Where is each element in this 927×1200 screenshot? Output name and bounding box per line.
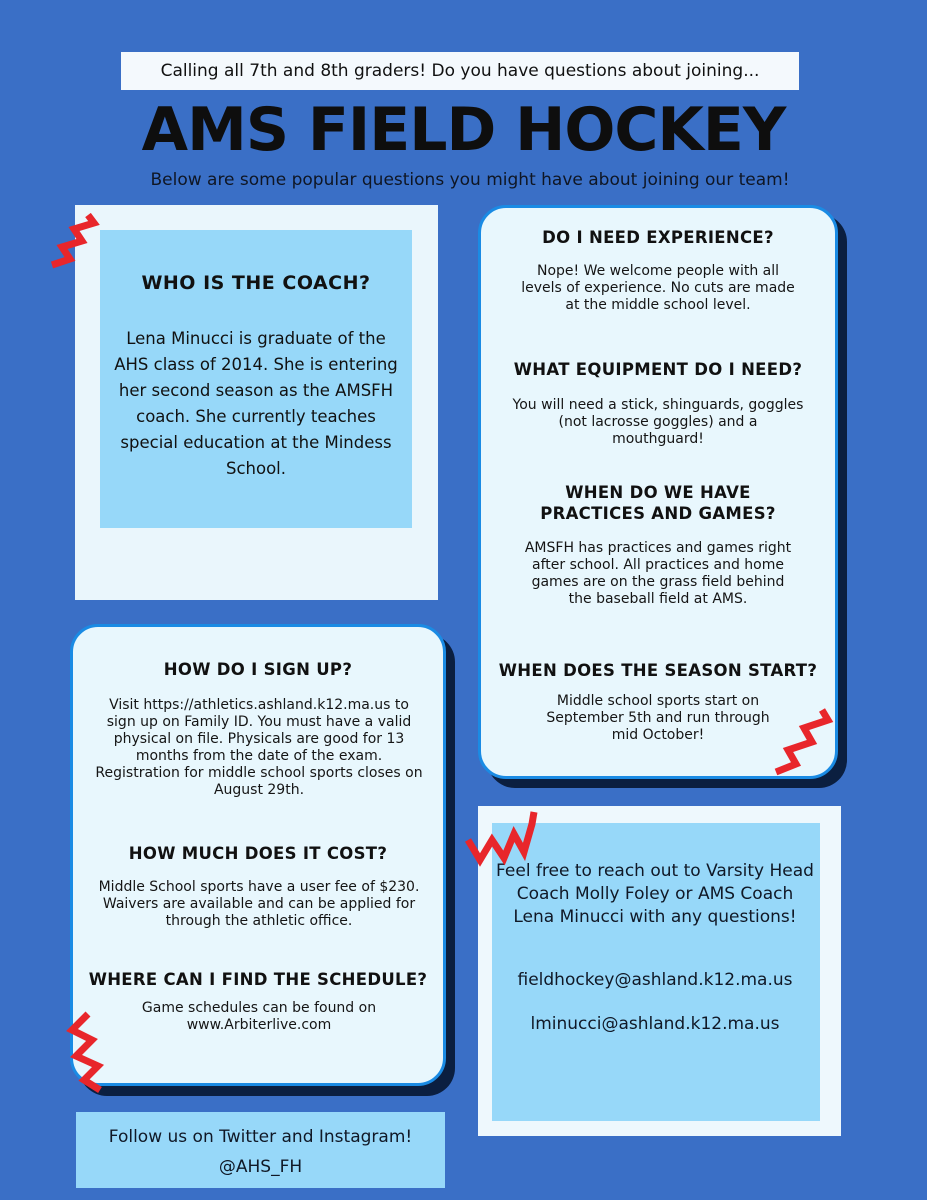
practices-question: WHEN DO WE HAVE PRACTICES AND GAMES? xyxy=(540,483,776,523)
banner-text: Calling all 7th and 8th graders! Do you have questions about joining... xyxy=(160,61,760,81)
cost-question: HOW MUCH DOES IT COST? xyxy=(128,844,388,863)
social-handle[interactable]: @AHS_FH xyxy=(218,1157,303,1177)
left-question-card xyxy=(70,624,446,1086)
schedule-question: WHERE CAN I FIND THE SCHEDULE? xyxy=(88,970,428,989)
cost-answer: Middle School sports have a user fee of $230. Waivers are available and can be applied for through the athletic office. xyxy=(98,879,420,929)
email-lminucci[interactable]: lminucci@ashland.k12.ma.us xyxy=(530,1014,780,1034)
zigzag-icon xyxy=(772,706,844,780)
season-answer: Middle school sports start on September 5th and run through mid October! xyxy=(546,693,770,743)
page-title: AMS FIELD HOCKEY xyxy=(141,95,786,165)
experience-question: DO I NEED EXPERIENCE? xyxy=(542,228,774,247)
season-question: WHEN DOES THE SEASON START? xyxy=(498,661,818,680)
zigzag-icon xyxy=(462,806,538,870)
coach-question: WHO IS THE COACH? xyxy=(141,272,371,294)
follow-box xyxy=(76,1112,445,1188)
banner xyxy=(121,52,799,90)
equipment-question: WHAT EQUIPMENT DO I NEED? xyxy=(513,360,803,379)
coach-answer: Lena Minucci is graduate of the AHS class of 2014. She is entering her second season as the AMSFH coach. She currently teaches special education at the Mindess School. xyxy=(114,329,398,478)
zigzag-icon xyxy=(48,213,110,277)
contact-text: Feel free to reach out to Varsity Head Coach Molly Foley or AMS Coach Lena Minucci with any questions! xyxy=(496,861,814,927)
right-question-card xyxy=(478,205,838,779)
practices-answer: AMSFH has practices and games right after school. All practices and home games are on the grass field behind the baseball field at AMS. xyxy=(524,540,792,607)
follow-text: Follow us on Twitter and Instagram! xyxy=(108,1127,413,1147)
email-fieldhockey[interactable]: fieldhockey@ashland.k12.ma.us xyxy=(517,970,793,990)
signup-question: HOW DO I SIGN UP? xyxy=(163,660,353,679)
zigzag-icon xyxy=(62,1008,110,1094)
subtitle: Below are some popular questions you might have about joining our team! xyxy=(150,170,790,190)
equipment-answer: You will need a stick, shinguards, goggles (not lacrosse goggles) and a mouthguard! xyxy=(512,397,804,447)
signup-answer: Visit https://athletics.ashland.k12.ma.us to sign up on Family ID. You must have a valid physical on file. Physicals are good for 13 months from the date of the exam. Registration for middle school sports closes on August 29th. xyxy=(95,697,423,798)
experience-answer: Nope! We welcome people with all levels of experience. No cuts are made at the middle school level. xyxy=(521,263,795,313)
schedule-answer: Game schedules can be found on www.Arbiterlive.com xyxy=(141,1000,377,1033)
